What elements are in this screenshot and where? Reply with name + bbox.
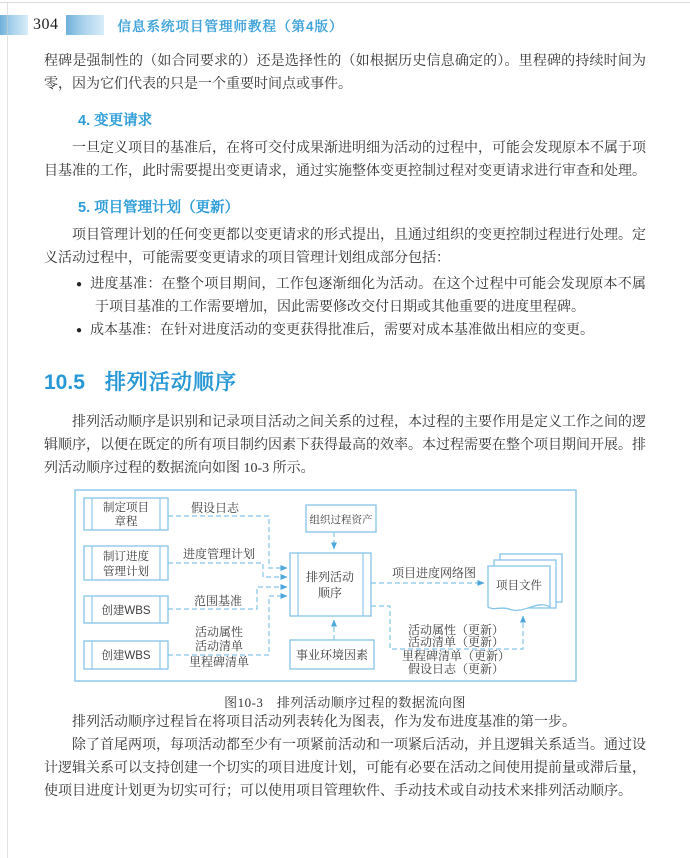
heading-change-request: 4. 变更请求 — [78, 113, 153, 129]
header-decor-block-right — [66, 15, 104, 35]
node-create-wbs-2 — [84, 641, 168, 669]
flow-label-activity-list: 活动清单 — [194, 639, 244, 653]
paragraph-after-figure-1: 排列活动顺序过程旨在将项目活动列表转化为图表，作为发布进度基准的第一步。 — [72, 715, 576, 730]
paragraph-after-figure-2: 除了首尾两项，每项活动都至少有一项紧前活动和一项紧后活动，并且逻辑关系适当。通过设计逻辑关系可以支持创建一个切实的项目进度计划，可能有必要在活动之间使用提前量或滞后量，使项目进度计划更为切实可行；可以使用项目管理软件、手动技术或自动技术来排列活动顺序。 — [44, 738, 646, 799]
header-decor-block-left — [0, 15, 28, 35]
flow-label-schedule-plan: 进度管理计划 — [182, 547, 256, 561]
node-label: 组织过程资产 — [309, 514, 373, 526]
node-eef — [290, 640, 374, 669]
node-label: 事业环境因素 — [295, 648, 369, 662]
paragraph-change-request: 一旦定义项目的基准后，在将可交付成果渐进明细为活动的过程中，可能会发现原本不属于项目基准的工作，此时需要提出变更请求，通过实施整体变更控制过程对变更请求进行审查和处理。 — [44, 141, 646, 179]
bullet-icon: ● — [76, 325, 83, 336]
paragraph-pmp-update: 项目管理计划的任何变更都以变更请求的形式提出，且通过组织的变更控制过程进行处理。定义活动过程中，可能需要变更请求的项目管理计划组成部分包括： — [44, 228, 646, 266]
section-title: 排列活动顺序 — [104, 371, 237, 394]
node-label: 章程 — [114, 516, 138, 528]
list-item-schedule-baseline — [44, 273, 646, 319]
pmp-components-list — [44, 273, 646, 342]
flow-schedule-plan-line — [168, 563, 287, 577]
node-label: 项目文件 — [496, 580, 542, 592]
node-label: 管理计划 — [103, 566, 149, 578]
section-heading-10-5 — [44, 366, 646, 396]
diagram-flow-labels — [183, 500, 255, 669]
node-sequence-activities — [290, 553, 371, 616]
node-project-documents — [488, 554, 562, 610]
node-label: 创建WBS — [101, 605, 151, 617]
heading-pmp-update: 5. 项目管理计划（更新） — [78, 200, 240, 216]
flow-label-assumption-log-update: 假设日志（更新） — [407, 662, 505, 676]
node-label: 制订进度 — [103, 551, 149, 563]
figure-10-3 — [44, 488, 646, 711]
data-flow-diagram — [73, 488, 578, 683]
flow-label-activity-attributes-update: 活动属性（更新） — [407, 623, 505, 637]
flow-label-activity-list-update: 活动清单（更新） — [407, 635, 505, 649]
node-opa — [306, 505, 376, 532]
node-develop-charter — [84, 498, 168, 530]
scan-edge-left — [7, 2, 8, 858]
flow-label-assumption-log: 假设日志 — [190, 501, 240, 515]
node-label: 排列活动 — [305, 570, 355, 584]
flow-label-milestone-list-update: 里程碑清单（更新） — [401, 649, 511, 663]
flow-label-activity-attributes: 活动属性 — [194, 625, 244, 639]
page-header — [0, 0, 690, 36]
section-number: 10.5 — [44, 371, 85, 394]
list-item-text: 成本基准：在针对进度活动的变更获得批准后，需要对成本基准做出相应的变更。 — [90, 323, 595, 338]
node-develop-schedule-plan — [84, 546, 168, 580]
page-number: 304 — [33, 16, 59, 33]
flow-labels-updates — [402, 622, 510, 676]
list-item-text: 进度基准：在整个项目期间，工作包逐渐细化为活动。在这个过程中可能会发现原本不属于项目基准的工作需要增加，因此需要修改交付日期或其他重要的进度里程碑。 — [90, 277, 646, 315]
figure-caption: 图10-3 排列活动顺序过程的数据流向图 — [224, 695, 466, 710]
paragraph-milestone-continuation: 程碑是强制性的（如合同要求的）还是选择性的（如根据历史信息确定的）。里程碑的持续时间为零，因为它们代表的只是一个重要时间点或事件。 — [44, 54, 646, 92]
node-label: 创建WBS — [101, 650, 151, 662]
book-title: 信息系统项目管理师教程（第4版） — [117, 19, 344, 34]
node-create-wbs-1 — [84, 596, 168, 623]
paragraph-sequence-intro: 排列活动顺序是识别和记录项目活动之间关系的过程，本过程的主要作用是定义工作之间的逻辑顺序，以便在既定的所有项目制约因素下获得最高的效率。本过程需要在整个项目期间开展。排列活动顺序过程的数据流向如图 10-3 所示。 — [44, 415, 646, 476]
flow-label-milestone-list: 里程碑清单 — [188, 655, 250, 669]
bullet-icon: ● — [76, 279, 83, 290]
scan-edge-top — [0, 2, 690, 3]
node-label: 制定项目 — [103, 502, 149, 514]
flow-label-scope-baseline: 范围基准 — [193, 594, 243, 608]
flow-label-network-diagram: 项目进度网络图 — [391, 566, 477, 580]
page-body — [0, 36, 690, 803]
node-label: 顺序 — [317, 586, 343, 600]
diagram-svg — [73, 488, 578, 683]
list-item-cost-baseline — [44, 319, 646, 342]
